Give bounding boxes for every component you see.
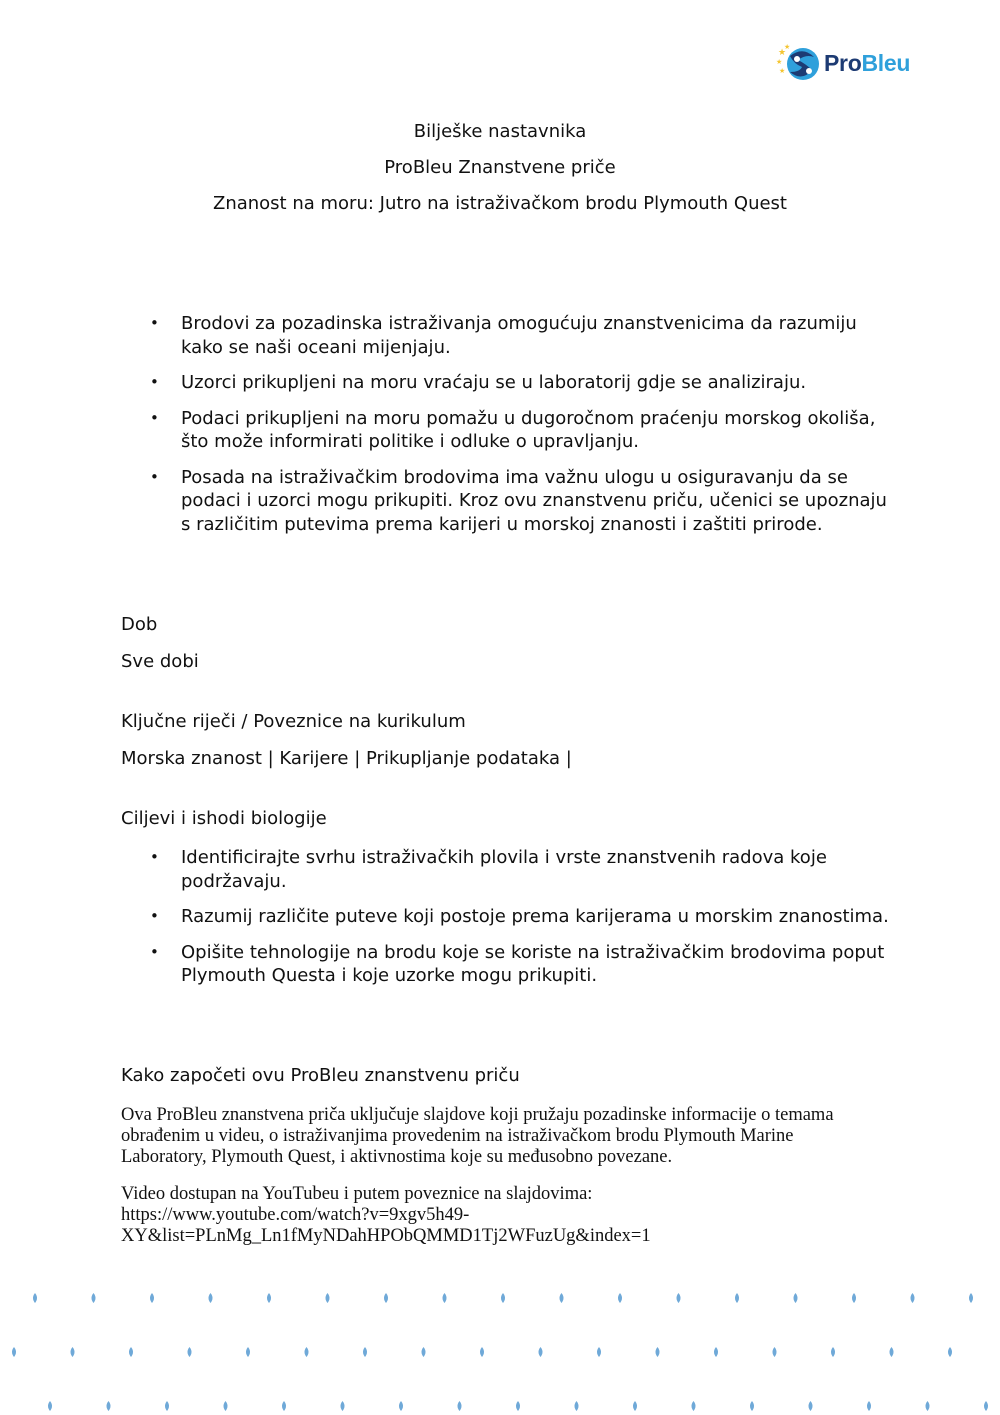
probleu-logo	[776, 42, 910, 84]
droplet-icon	[677, 1293, 681, 1303]
droplet-icon	[656, 1347, 660, 1357]
droplet-icon	[92, 1293, 96, 1303]
droplet-icon	[852, 1293, 856, 1303]
droplet-icon	[246, 1347, 250, 1357]
droplet-icon	[597, 1347, 601, 1357]
droplet-icon	[224, 1401, 228, 1411]
logo-text-pro: Pro	[824, 49, 862, 76]
droplet-icon	[575, 1401, 579, 1411]
droplet-icon	[12, 1347, 16, 1357]
objective-item: • Identificirajte svrhu istraživačkih plovila i vrste znanstvenih radova koje podržavaju.	[150, 846, 890, 893]
droplet-icon	[129, 1347, 133, 1357]
age-value: Sve dobi	[121, 651, 199, 672]
video-intro-text: Video dostupan na YouTubeu i putem poveznice na slajdovima:	[121, 1184, 593, 1204]
probleu-wordmark	[824, 50, 910, 77]
droplet-icon	[399, 1401, 403, 1411]
droplet-icon	[480, 1347, 484, 1357]
droplet-icon	[773, 1347, 777, 1357]
intro-bullet-item: • Uzorci prikupljeni na moru vraćaju se u laboratorij gdje se analiziraju.	[150, 371, 890, 395]
video-url-line-1[interactable]: https://www.youtube.com/watch?v=9xgv5h49-	[121, 1205, 470, 1225]
header-story-title: Znanost na moru: Jutro na istraživačkom brodu Plymouth Quest	[212, 193, 787, 214]
objective-item: • Opišite tehnologije na brodu koje se koriste na istraživačkim brodovima poput Plymouth Questa i koje uzorke mogu prikupiti.	[150, 941, 890, 988]
droplet-icon	[831, 1347, 835, 1357]
droplet-icon	[560, 1293, 564, 1303]
droplet-icon	[305, 1347, 309, 1357]
droplet-icon	[188, 1347, 192, 1357]
document-header	[0, 120, 1000, 228]
droplet-icon	[714, 1347, 718, 1357]
droplet-icon	[926, 1401, 930, 1411]
droplet-icon	[384, 1293, 388, 1303]
probleu-logo-icon	[776, 42, 820, 84]
droplet-icon	[501, 1293, 505, 1303]
svg-text:★: ★	[779, 67, 786, 75]
svg-text:★: ★	[778, 48, 787, 58]
droplet-pattern	[0, 1280, 1000, 1415]
droplet-icon	[267, 1293, 271, 1303]
getting-started-paragraph: Ova ProBleu znanstvena priča uključuje slajdove koji pružaju pozadinske informacije o temama obrađenim u videu, o istraživanjima provedenim na istraživačkom brodu Plymouth Marine Laboratory, Plymouth Quest, i aktivnostima koje su međusobno povezane.	[121, 1105, 834, 1167]
droplet-icon	[735, 1293, 739, 1303]
droplet-icon	[33, 1293, 37, 1303]
video-url-line-2[interactable]: XY&list=PLnMg_Ln1fMyNDahHPObQMMD1Tj2WFuzUg&index=1	[121, 1226, 651, 1246]
droplet-icon	[750, 1401, 754, 1411]
intro-bullet-item: • Podaci prikupljeni na moru pomažu u dugoročnom praćenju morskog okoliša, što može informirati politike i odluke o upravljanju.	[150, 407, 890, 454]
objectives-bullet-list	[150, 846, 890, 1000]
droplet-icon	[422, 1347, 426, 1357]
intro-bullet-item: • Posada na istraživačkim brodovima ima važnu ulogu u osiguravanju da se podaci i uzorci mogu prikupiti. Kroz ovu znanstvenu priču, učenici se upoznaju s različitim putevima prema karijeri u morskoj znanosti i zaštiti prirode.	[150, 466, 890, 537]
logo-text-bleu: Bleu	[861, 49, 911, 76]
droplet-icon	[633, 1401, 637, 1411]
droplet-icon	[969, 1293, 973, 1303]
droplet-icon	[363, 1347, 367, 1357]
droplet-icon	[539, 1347, 543, 1357]
intro-bullet-list	[150, 312, 890, 548]
age-heading: Dob	[121, 614, 158, 635]
droplet-icon	[948, 1347, 952, 1357]
intro-bullet-item: • Brodovi za pozadinska istraživanja omogućuju znanstvenicima da razumiju kako se naši oceani mijenjaju.	[150, 312, 890, 359]
droplet-icon	[48, 1401, 52, 1411]
header-subtitle: ProBleu Znanstvene priče	[384, 157, 616, 178]
objectives-heading: Ciljevi i ishodi biologije	[121, 808, 327, 829]
droplet-icon	[984, 1401, 988, 1411]
droplet-icon	[107, 1401, 111, 1411]
keywords-heading: Ključne riječi / Poveznice na kurikulum	[121, 711, 466, 732]
video-info	[121, 1184, 881, 1247]
droplet-icon	[618, 1293, 622, 1303]
droplet-icon	[794, 1293, 798, 1303]
droplet-icon	[326, 1293, 330, 1303]
droplet-icon	[341, 1401, 345, 1411]
droplet-icon	[165, 1401, 169, 1411]
droplet-icon	[809, 1401, 813, 1411]
droplet-icon	[911, 1293, 915, 1303]
header-title: Bilješke nastavnika	[413, 121, 587, 142]
keywords-value: Morska znanost | Karijere | Prikupljanje podataka |	[121, 748, 572, 769]
droplet-icon	[209, 1293, 213, 1303]
droplet-icon	[458, 1401, 462, 1411]
droplet-icon	[71, 1347, 75, 1357]
droplet-icon	[516, 1401, 520, 1411]
droplet-icon	[890, 1347, 894, 1357]
droplet-icon	[867, 1401, 871, 1411]
getting-started-heading: Kako započeti ovu ProBleu znanstvenu priču	[121, 1065, 520, 1086]
svg-text:★: ★	[784, 43, 791, 51]
objective-item: • Razumij različite puteve koji postoje prema karijerama u morskim znanostima.	[150, 905, 890, 929]
droplet-icon	[150, 1293, 154, 1303]
svg-text:★: ★	[776, 58, 783, 66]
droplet-icon	[443, 1293, 447, 1303]
droplet-icon	[282, 1401, 286, 1411]
droplet-icon	[692, 1401, 696, 1411]
